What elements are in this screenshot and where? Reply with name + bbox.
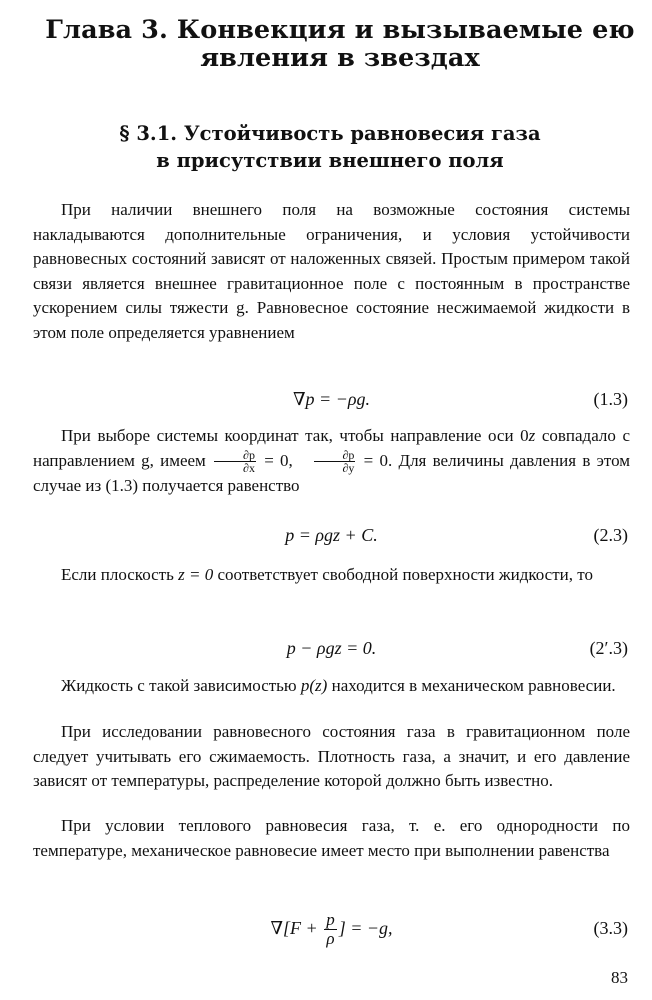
paragraph-2 — [33, 424, 630, 499]
axis-z: z — [528, 426, 536, 445]
fraction-dp-dx-eq: = 0, — [264, 450, 293, 470]
equation-formula: p − ρgz = 0. — [286, 638, 377, 658]
paragraph-6: При условии теплового равновесия газа, т. е. его однородности по температуре, механическое равновесие имеет место при выполнении равенства — [33, 816, 630, 860]
fraction-dp-dx: $\frac{\partial p}{\partial x}$ — [214, 449, 256, 474]
equation-formula: p = ρgz + C. — [285, 525, 378, 545]
section-title-line2: в присутствии внешнего поля — [156, 149, 504, 172]
paragraph-3-text-b: соответствует свободной поверхности жидкости, то — [213, 565, 593, 584]
fraction-p-over-rho: $\frac{p}{\rho}$ — [326, 910, 335, 949]
equation-formula: ∇p = −ρg. — [292, 389, 370, 409]
paragraph-5: При исследовании равновесного состояния газа в гравитационном поле следует учитывать его сжимаемость. Плотность газа, а значит, и его давление зависят от температуры, распределение которой должно быть известно. — [33, 722, 630, 790]
fraction-dp-dy: $\frac{\partial p}{\partial y}$ — [314, 449, 356, 474]
fraction-dp-dy-eq: = 0. — [363, 450, 393, 470]
paragraph-3 — [33, 563, 630, 588]
page-number: 83 — [611, 968, 628, 987]
equation-formula: ∇[F + $\frac{p}{\rho}$ ] = −g, — [270, 910, 393, 949]
equation-number: (3.3) — [593, 918, 628, 938]
paragraph-2-text-a: При выборе системы координат так, чтобы направление оси 0 — [61, 426, 529, 445]
paragraph-2-text-b: совпадало с направлением g, имеем — [33, 426, 630, 470]
paragraph-2-text-c: Для величины давления в этом случае из (1.3) получается равенство — [33, 450, 631, 496]
paragraph-4-text-a: Жидкость с такой зависимостью — [61, 676, 301, 695]
equation-2prime-3 — [33, 633, 630, 663]
paragraph-3-text-a: Если плоскость — [61, 565, 179, 584]
inline-p-of-z: p(z) — [300, 676, 328, 695]
inline-z-zero: z = 0 — [178, 565, 214, 584]
equation-3-3 — [33, 906, 630, 950]
chapter-title — [40, 16, 640, 72]
chapter-title-line1: Глава 3. Конвекция и вызываемые ею — [45, 15, 635, 45]
equation-2-3 — [33, 520, 630, 550]
equation-number: (2′.3) — [589, 638, 628, 658]
paragraph-1: При наличии внешнего поля на возможные состояния системы накладываются дополнительные ограничения, и условия устойчивости равновесных состояний зависят от наложенных связей. Простым примером такой связи является внешнее гравитационное поле с постоянным в пространстве ускорением силы тяжести g. Равновесное состояние несжимаемой жидкости в этом поле определяется уравнением — [33, 200, 630, 342]
paragraph-4-text-b: находится в механическом равновесии. — [327, 676, 616, 695]
equation-number: (1.3) — [593, 389, 628, 409]
chapter-title-line2: явления в звездах — [200, 43, 480, 73]
equation-1-3 — [33, 384, 630, 414]
section-title — [40, 120, 620, 174]
section-title-line1: § 3.1. Устойчивость равновесия газа — [119, 122, 541, 145]
equation-number: (2.3) — [593, 525, 628, 545]
paragraph-4 — [33, 674, 630, 699]
